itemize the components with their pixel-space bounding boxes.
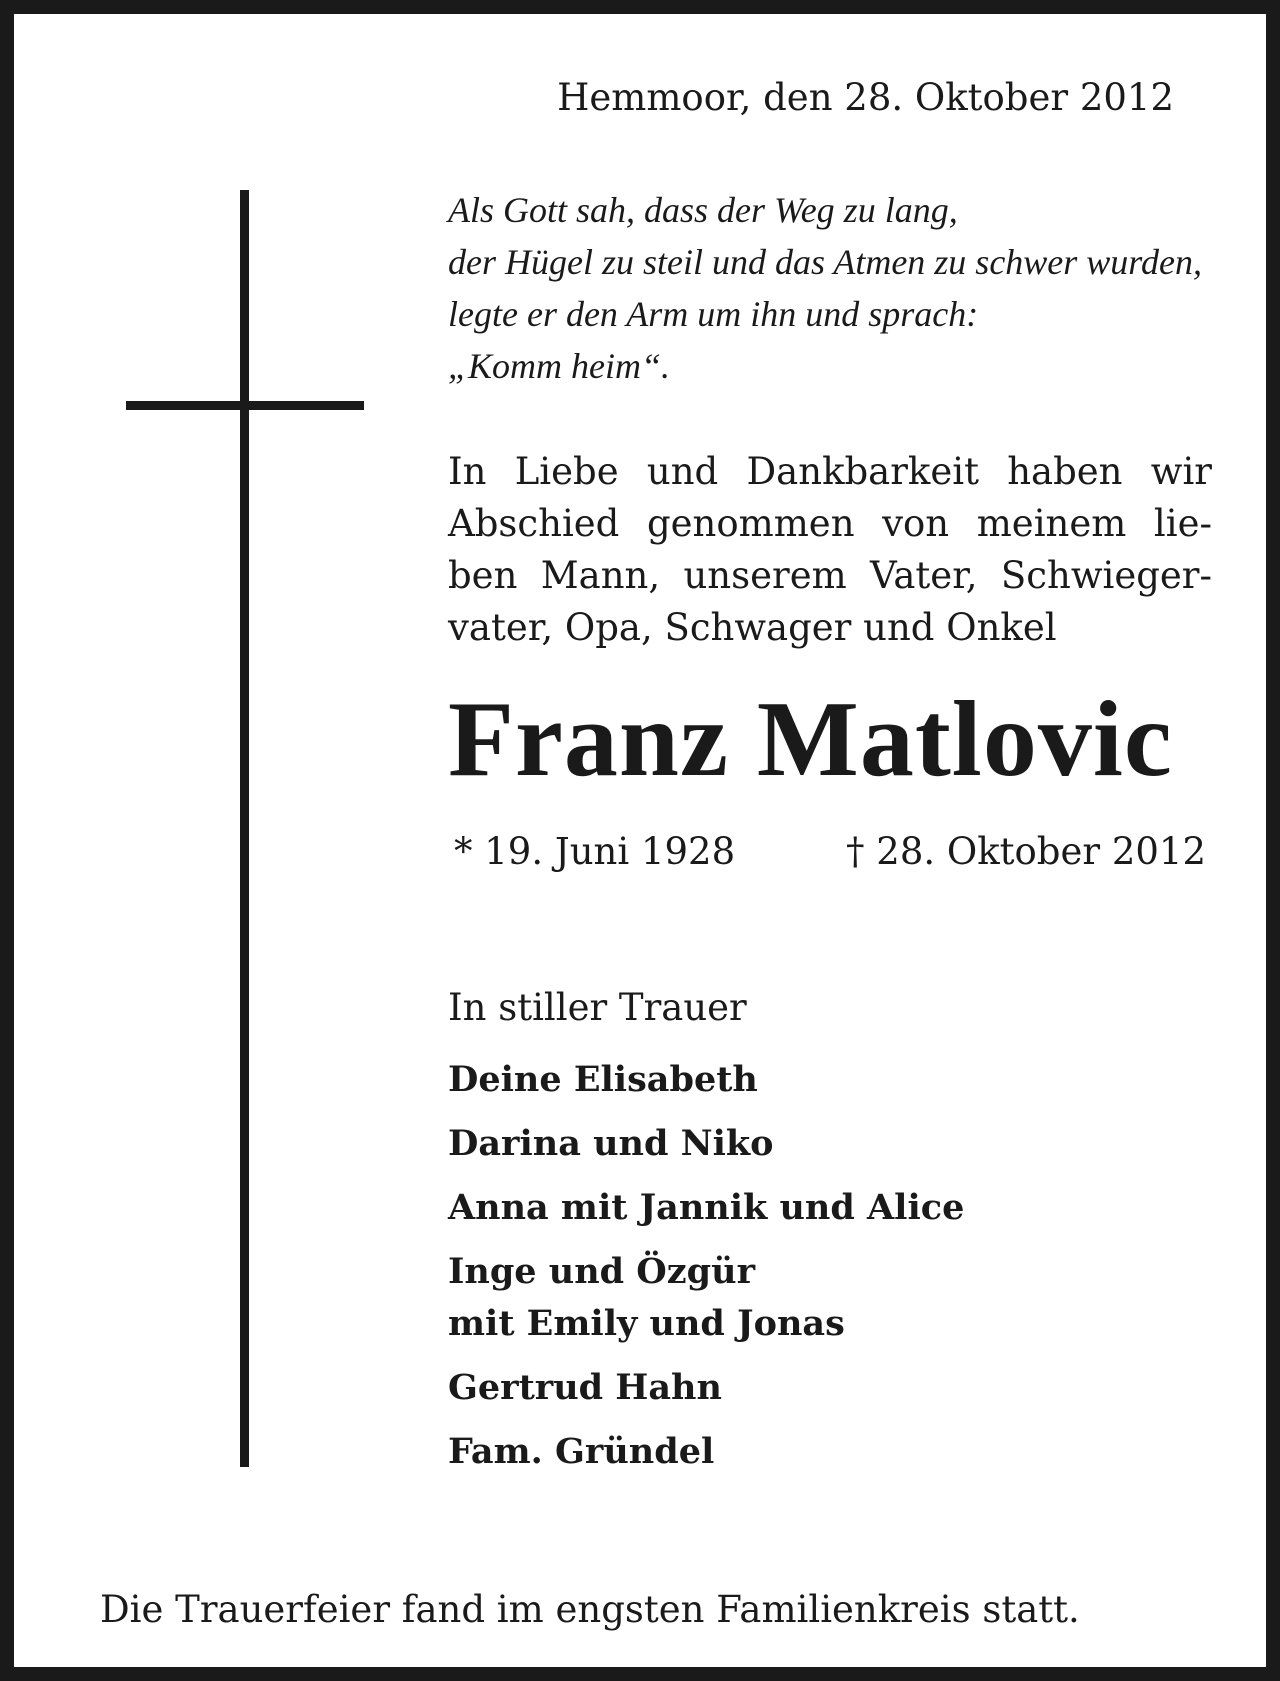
mourners-list bbox=[448, 1054, 964, 1490]
mourner-entry-line: Inge und Özgür bbox=[448, 1251, 756, 1292]
poem-line: legte er den Arm um ihn und sprach: bbox=[448, 294, 979, 334]
intro-line: In Liebe und Dankbarkeit haben wir bbox=[448, 450, 1212, 493]
deceased-name: Franz Matlovic bbox=[448, 680, 1173, 799]
mourning-label: In stiller Trauer bbox=[448, 986, 747, 1029]
intro-line: Abschied genommen von meinem lie- bbox=[448, 502, 1212, 545]
intro-line: vater, Opa, Schwager und Onkel bbox=[448, 606, 1057, 649]
birth-date: * 19. Juni 1928 bbox=[454, 830, 736, 873]
death-date: † 28. Oktober 2012 bbox=[846, 830, 1206, 873]
mourner-entry: Anna mit Jannik und Alice bbox=[448, 1187, 965, 1228]
dateline: Hemmoor, den 28. Oktober 2012 bbox=[557, 76, 1174, 119]
cross-icon-horizontal-bar bbox=[126, 401, 364, 410]
poem-line: Als Gott sah, dass der Weg zu lang, bbox=[448, 190, 958, 230]
intro-text bbox=[448, 446, 1212, 654]
mourner-entry: Fam. Gründel bbox=[448, 1431, 715, 1472]
mourner-entry-line: mit Emily und Jonas bbox=[448, 1303, 845, 1344]
funeral-note: Die Trauerfeier fand im engsten Familienkreis statt. bbox=[100, 1588, 1080, 1631]
mourner-entry bbox=[448, 1246, 964, 1350]
poem-line: der Hügel zu steil und das Atmen zu schwer wurden, bbox=[448, 242, 1202, 282]
mourner-entry: Gertrud Hahn bbox=[448, 1367, 722, 1408]
mourner-entry: Deine Elisabeth bbox=[448, 1059, 758, 1100]
poem bbox=[448, 184, 1218, 392]
intro-line: ben Mann, unserem Vater, Schwieger- bbox=[448, 554, 1212, 597]
poem-line: „Komm heim“. bbox=[448, 346, 671, 386]
cross-icon-vertical-bar bbox=[240, 190, 249, 1467]
mourner-entry: Darina und Niko bbox=[448, 1123, 774, 1164]
